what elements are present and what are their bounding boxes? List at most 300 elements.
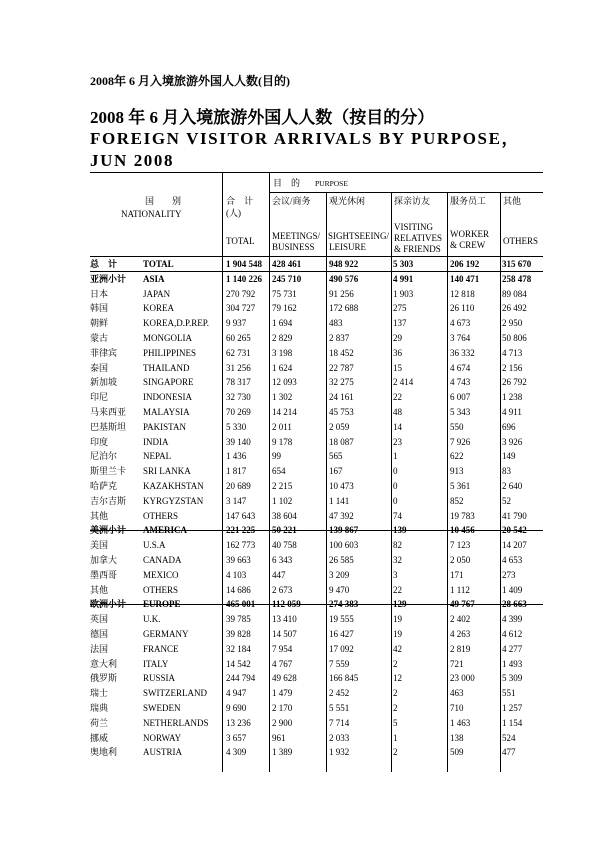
cell-en: AMERICA xyxy=(143,525,187,536)
cell-cn: 奥地利 xyxy=(90,747,118,758)
header-meetings-en1: MEETINGS/ xyxy=(272,231,320,241)
cell-work: 4 743 xyxy=(450,377,471,388)
cell-work: 509 xyxy=(450,747,464,758)
table-row xyxy=(90,686,543,701)
cell-cn: 日本 xyxy=(90,288,109,299)
cell-cn: 荷兰 xyxy=(90,717,109,728)
cell-work: 140 471 xyxy=(450,273,480,284)
header-sightseeing-en2: LEISURE xyxy=(329,242,366,252)
cell-meet: 3 198 xyxy=(272,347,293,358)
cell-meet: 49 628 xyxy=(272,673,297,684)
cell-en: RUSSIA xyxy=(143,673,176,684)
table-row xyxy=(90,731,543,746)
cell-meet: 245 710 xyxy=(272,273,302,284)
table-row xyxy=(90,657,543,672)
cell-work: 12 818 xyxy=(450,288,475,299)
cell-total: 78 317 xyxy=(226,377,251,388)
cell-cn: 总 计 xyxy=(90,259,118,269)
cell-visit: 82 xyxy=(393,540,402,551)
header-worker-en1: WORKER xyxy=(450,229,489,239)
cell-meet: 40 758 xyxy=(272,540,297,551)
cell-cn: 俄罗斯 xyxy=(90,673,118,684)
table-row xyxy=(90,375,543,390)
cell-sight: 274 383 xyxy=(329,599,359,610)
cell-work: 7 926 xyxy=(450,436,471,447)
cell-other: 28 663 xyxy=(502,599,527,610)
cell-en: KOREA xyxy=(143,303,174,314)
cell-visit: 2 xyxy=(393,703,398,713)
cell-other: 89 084 xyxy=(502,288,527,299)
table-subtotal-row xyxy=(90,523,543,538)
cell-meet: 6 343 xyxy=(272,555,293,565)
cell-total: 14 542 xyxy=(226,658,251,669)
cell-work: 913 xyxy=(450,466,464,477)
cell-sight: 100 603 xyxy=(329,540,359,551)
cell-cn: 斯里兰卡 xyxy=(90,466,127,477)
cell-visit: 19 xyxy=(393,629,402,639)
cell-en: ITALY xyxy=(143,658,169,669)
cell-meet: 1 389 xyxy=(272,747,293,758)
cell-total: 39 663 xyxy=(226,555,251,565)
cell-total: 4 103 xyxy=(226,569,247,580)
cell-total: 1 817 xyxy=(226,466,247,477)
cell-sight: 139 867 xyxy=(329,525,359,536)
cell-en: OTHERS xyxy=(143,510,179,521)
cell-en: SWEDEN xyxy=(143,703,181,713)
cell-total: 9 690 xyxy=(226,703,247,713)
cell-meet: 447 xyxy=(272,569,286,580)
cell-visit: 15 xyxy=(393,362,402,373)
table-row xyxy=(90,405,543,420)
cell-en: GERMANY xyxy=(143,629,189,639)
table-row xyxy=(90,464,543,479)
cell-visit: 1 xyxy=(393,451,398,462)
table-row xyxy=(90,435,543,450)
cell-cn: 挪威 xyxy=(90,732,109,743)
cell-sight: 91 256 xyxy=(329,288,354,299)
cell-visit: 14 xyxy=(393,421,402,432)
cell-visit: 36 xyxy=(393,347,402,358)
cell-other: 4 911 xyxy=(502,407,522,417)
cell-meet: 1 302 xyxy=(272,392,293,403)
cell-total: 5 330 xyxy=(226,421,247,432)
cell-other: 4 399 xyxy=(502,614,523,625)
cell-total: 62 731 xyxy=(226,347,251,358)
cell-en: NORWAY xyxy=(143,732,182,743)
cell-work: 852 xyxy=(450,495,464,506)
cell-en: SWITZERLAND xyxy=(143,688,207,699)
cell-other: 696 xyxy=(502,421,516,432)
cell-total: 13 236 xyxy=(226,717,251,728)
cell-en: THAILAND xyxy=(143,362,190,373)
header-others-en: OTHERS xyxy=(503,236,539,246)
cell-work: 206 192 xyxy=(450,259,480,269)
cell-sight: 9 470 xyxy=(329,584,350,595)
cell-total: 9 937 xyxy=(226,318,247,329)
cell-sight: 167 xyxy=(329,466,343,477)
cell-visit: 0 xyxy=(393,481,398,491)
cell-cn: 意大利 xyxy=(90,658,118,669)
cell-visit: 2 xyxy=(393,747,398,758)
cell-cn: 欧洲小计 xyxy=(90,599,127,610)
cell-visit: 32 xyxy=(393,555,402,565)
cell-other: 1 409 xyxy=(502,584,523,595)
cell-meet: 961 xyxy=(272,732,286,743)
cell-cn: 德国 xyxy=(90,629,109,639)
cell-other: 524 xyxy=(502,732,516,743)
cell-cn: 新加坡 xyxy=(90,377,118,388)
cell-other: 83 xyxy=(502,466,511,477)
cell-total: 1 436 xyxy=(226,451,247,462)
cell-other: 551 xyxy=(502,688,516,699)
cell-other: 4 612 xyxy=(502,629,523,639)
cell-cn: 印度 xyxy=(90,436,109,447)
cell-other: 1 257 xyxy=(502,703,523,713)
cell-cn: 韩国 xyxy=(90,303,109,314)
cell-total: 465 001 xyxy=(226,599,256,610)
cell-meet: 112 059 xyxy=(272,599,301,610)
cell-total: 39 785 xyxy=(226,614,251,625)
cell-work: 622 xyxy=(450,451,464,462)
cell-en: U.S.A xyxy=(143,540,166,551)
cell-meet: 7 954 xyxy=(272,643,293,654)
cell-work: 463 xyxy=(450,688,464,699)
cell-en: KAZAKHSTAN xyxy=(143,481,204,491)
cell-total: 244 794 xyxy=(226,673,256,684)
cell-other: 4 277 xyxy=(502,643,523,654)
purpose-rule xyxy=(269,192,543,193)
cell-visit: 139 xyxy=(393,525,407,536)
cell-sight: 7 559 xyxy=(329,658,350,669)
cell-meet: 2 673 xyxy=(272,584,293,595)
cell-visit: 5 303 xyxy=(393,259,414,269)
cell-total: 270 792 xyxy=(226,288,256,299)
table-row xyxy=(90,420,543,435)
cell-visit: 74 xyxy=(393,510,402,521)
cell-cn: 马来西亚 xyxy=(90,407,127,417)
cell-meet: 1 624 xyxy=(272,362,293,373)
table-subtotal-row xyxy=(90,272,543,287)
cell-work: 6 007 xyxy=(450,392,471,403)
cell-en: SINGAPORE xyxy=(143,377,194,388)
table-row xyxy=(90,701,543,716)
cell-other: 2 640 xyxy=(502,481,523,491)
cell-work: 1 112 xyxy=(450,584,470,595)
cell-meet: 99 xyxy=(272,451,281,462)
cell-total: 32 184 xyxy=(226,643,251,654)
header-sightseeing-en1: SIGHTSEEING/ xyxy=(328,231,389,241)
cell-other: 26 492 xyxy=(502,303,527,314)
cell-other: 1 238 xyxy=(502,392,523,403)
cell-total: 32 730 xyxy=(226,392,251,403)
cell-en: PAKISTAN xyxy=(143,421,186,432)
table-row xyxy=(90,494,543,509)
cell-sight: 7 714 xyxy=(329,717,350,728)
cell-cn: 加拿大 xyxy=(90,555,118,565)
cell-meet: 2 215 xyxy=(272,481,293,491)
header-nationality-cn: 国 别 xyxy=(145,196,182,206)
cell-other: 4 653 xyxy=(502,555,523,565)
cell-sight: 22 787 xyxy=(329,362,354,373)
cell-meet: 50 221 xyxy=(272,525,297,536)
cell-meet: 2 170 xyxy=(272,703,293,713)
cell-other: 5 309 xyxy=(502,673,523,684)
header-visiting-en1: VISITING xyxy=(394,222,433,232)
cell-work: 4 673 xyxy=(450,318,471,329)
header-total-unit: (人) xyxy=(226,208,241,218)
cell-sight: 2 033 xyxy=(329,732,350,743)
table-row xyxy=(90,509,543,524)
cell-en: JAPAN xyxy=(143,288,171,299)
cell-en: NETHERLANDS xyxy=(143,717,209,728)
cell-meet: 1 479 xyxy=(272,688,293,699)
cell-other: 1 493 xyxy=(502,658,523,669)
table-row xyxy=(90,642,543,657)
cell-visit: 22 xyxy=(393,392,402,403)
cell-en: KYRGYZSTAN xyxy=(143,495,204,506)
cell-work: 7 123 xyxy=(450,540,471,551)
cell-sight: 18 087 xyxy=(329,436,354,447)
cell-cn: 朝鲜 xyxy=(90,318,109,329)
cell-work: 26 110 xyxy=(450,303,475,314)
cell-total: 3 657 xyxy=(226,732,247,743)
cell-other: 41 790 xyxy=(502,510,527,521)
cell-other: 52 xyxy=(502,495,511,506)
cell-sight: 26 585 xyxy=(329,555,354,565)
cell-cn: 吉尔吉斯 xyxy=(90,495,127,506)
header-total-en: TOTAL xyxy=(226,236,255,246)
cell-en: SRI LANKA xyxy=(143,466,191,477)
cell-visit: 29 xyxy=(393,333,402,343)
table-row xyxy=(90,745,543,760)
table-row xyxy=(90,301,543,316)
table-row xyxy=(90,390,543,405)
cell-other: 50 806 xyxy=(502,333,527,343)
cell-work: 4 263 xyxy=(450,629,471,639)
cell-meet: 2 011 xyxy=(272,421,292,432)
cell-meet: 9 178 xyxy=(272,436,293,447)
cell-other: 2 950 xyxy=(502,318,523,329)
cell-total: 60 265 xyxy=(226,333,251,343)
cell-work: 5 361 xyxy=(450,481,471,491)
cell-sight: 483 xyxy=(329,318,343,329)
cell-other: 26 792 xyxy=(502,377,527,388)
cell-total: 14 686 xyxy=(226,584,251,595)
cell-total: 3 147 xyxy=(226,495,247,506)
cell-total: 1 140 226 xyxy=(226,273,262,284)
cell-total: 31 256 xyxy=(226,362,251,373)
cell-cn: 美洲小计 xyxy=(90,525,127,536)
table-row xyxy=(90,449,543,464)
cell-total: 221 225 xyxy=(226,525,256,536)
cell-visit: 5 xyxy=(393,717,398,728)
cell-sight: 172 688 xyxy=(329,303,359,314)
cell-visit: 4 991 xyxy=(393,273,414,284)
cell-work: 36 332 xyxy=(450,347,475,358)
header-worker-en2: & CREW xyxy=(450,240,486,250)
cell-work: 1 463 xyxy=(450,717,471,728)
cell-sight: 47 392 xyxy=(329,510,354,521)
cell-visit: 48 xyxy=(393,407,402,417)
cell-work: 10 456 xyxy=(450,525,475,536)
header-purpose-cn: 目 的 xyxy=(273,178,301,188)
cell-other: 258 478 xyxy=(502,273,532,284)
table-row xyxy=(90,316,543,331)
header-visiting-en3: & FRIENDS xyxy=(394,244,441,254)
cell-cn: 哈萨克 xyxy=(90,481,118,491)
cell-visit: 1 xyxy=(393,732,398,743)
cell-visit: 0 xyxy=(393,466,398,477)
cell-sight: 2 452 xyxy=(329,688,350,699)
cell-work: 23 000 xyxy=(450,673,475,684)
title-english: FOREIGN VISITOR ARRIVALS BY PURPOSE， JUN 2008 xyxy=(90,129,521,170)
cell-en: INDIA xyxy=(143,436,169,447)
cell-other: 4 713 xyxy=(502,347,523,358)
cell-sight: 2 059 xyxy=(329,421,350,432)
table-row xyxy=(90,716,543,731)
cell-cn: 法国 xyxy=(90,643,109,654)
cell-work: 2 050 xyxy=(450,555,471,565)
cell-total: 304 727 xyxy=(226,303,256,314)
table-row xyxy=(90,612,543,627)
cell-meet: 79 162 xyxy=(272,303,297,314)
table-row xyxy=(90,538,543,553)
cell-meet: 4 767 xyxy=(272,658,293,669)
header-others-cn: 其他 xyxy=(503,196,522,206)
cell-sight: 5 551 xyxy=(329,703,350,713)
table-row xyxy=(90,287,543,302)
cell-sight: 2 837 xyxy=(329,333,350,343)
cell-en: NEPAL xyxy=(143,451,172,462)
cell-meet: 14 507 xyxy=(272,629,297,639)
cell-work: 5 343 xyxy=(450,407,471,417)
cell-visit: 2 xyxy=(393,658,398,669)
cell-total: 39 828 xyxy=(226,629,251,639)
cell-visit: 42 xyxy=(393,643,402,654)
cell-en: PHILIPPINES xyxy=(143,347,197,358)
cell-en: ASIA xyxy=(143,273,165,284)
cell-other: 20 542 xyxy=(502,525,527,536)
cell-meet: 654 xyxy=(272,466,286,477)
cell-visit: 3 xyxy=(393,569,398,580)
cell-total: 4 947 xyxy=(226,688,247,699)
header-sightseeing-cn: 观光休闲 xyxy=(329,196,366,206)
cell-meet: 2 900 xyxy=(272,717,293,728)
cell-sight: 18 452 xyxy=(329,347,354,358)
cell-visit: 1 903 xyxy=(393,288,414,299)
cell-sight: 17 092 xyxy=(329,643,354,654)
cell-sight: 166 845 xyxy=(329,673,359,684)
cell-work: 550 xyxy=(450,421,464,432)
cell-total: 162 773 xyxy=(226,540,256,551)
table-row xyxy=(90,583,543,598)
cell-cn: 蒙古 xyxy=(90,333,109,343)
cell-meet: 14 214 xyxy=(272,407,297,417)
header-nationality-en: NATIONALITY xyxy=(121,209,182,219)
table-row xyxy=(90,553,543,568)
cell-cn: 其他 xyxy=(90,510,109,521)
table-row xyxy=(90,346,543,361)
cell-cn: 巴基斯坦 xyxy=(90,421,127,432)
page-header: 2008年 6 月入境旅游外国人人数(目的) xyxy=(90,74,290,88)
cell-meet: 12 093 xyxy=(272,377,297,388)
cell-sight: 19 555 xyxy=(329,614,354,625)
cell-en: AUSTRIA xyxy=(143,747,183,758)
cell-other: 14 207 xyxy=(502,540,527,551)
cell-other: 315 670 xyxy=(502,259,532,269)
cell-work: 49 767 xyxy=(450,599,475,610)
cell-en: FRANCE xyxy=(143,643,179,654)
cell-en: OTHERS xyxy=(143,584,179,595)
cell-cn: 瑞士 xyxy=(90,688,109,699)
cell-sight: 10 473 xyxy=(329,481,354,491)
cell-visit: 2 414 xyxy=(393,377,414,388)
cell-en: MEXICO xyxy=(143,569,179,580)
cell-other: 2 156 xyxy=(502,362,523,373)
cell-work: 2 819 xyxy=(450,643,471,654)
table-subtotal-row xyxy=(90,597,543,612)
cell-other: 1 154 xyxy=(502,717,523,728)
cell-work: 4 674 xyxy=(450,362,471,373)
table-row xyxy=(90,331,543,346)
cell-visit: 0 xyxy=(393,495,398,506)
cell-cn: 尼泊尔 xyxy=(90,451,118,462)
cell-work: 19 783 xyxy=(450,510,475,521)
cell-en: U.K. xyxy=(143,614,161,625)
cell-visit: 129 xyxy=(393,599,407,610)
table-subtotal-row xyxy=(90,257,543,272)
cell-other: 3 926 xyxy=(502,436,523,447)
cell-meet: 13 410 xyxy=(272,614,297,625)
cell-work: 2 402 xyxy=(450,614,471,625)
cell-meet: 1 102 xyxy=(272,495,293,506)
cell-work: 171 xyxy=(450,569,464,580)
cell-meet: 75 731 xyxy=(272,288,297,299)
cell-cn: 亚洲小计 xyxy=(90,273,127,284)
table-row xyxy=(90,361,543,376)
header-purpose-en: PURPOSE xyxy=(315,179,348,188)
cell-en: TOTAL xyxy=(143,259,174,269)
cell-other: 149 xyxy=(502,451,516,462)
cell-sight: 32 275 xyxy=(329,377,354,388)
cell-cn: 其他 xyxy=(90,584,109,595)
table-row xyxy=(90,627,543,642)
title-chinese: 2008 年 6 月入境旅游外国人人数（按目的分） xyxy=(90,108,435,127)
cell-meet: 38 604 xyxy=(272,510,297,521)
cell-sight: 490 576 xyxy=(329,273,359,284)
cell-total: 4 309 xyxy=(226,747,247,758)
header-meetings-en2: BUSINESS xyxy=(272,242,315,252)
cell-en: CANADA xyxy=(143,555,182,565)
cell-other: 273 xyxy=(502,569,516,580)
cell-en: INDONESIA xyxy=(143,392,192,403)
header-worker-cn: 服务员工 xyxy=(450,196,487,206)
cell-cn: 瑞典 xyxy=(90,703,109,713)
header-total-cn: 合 计 xyxy=(226,196,254,206)
cell-work: 710 xyxy=(450,703,464,713)
cell-work: 3 764 xyxy=(450,333,471,343)
cell-visit: 275 xyxy=(393,303,407,314)
cell-en: EUROPE xyxy=(143,599,181,610)
cell-meet: 1 694 xyxy=(272,318,293,329)
cell-work: 138 xyxy=(450,732,464,743)
header-meetings-cn: 会议/商务 xyxy=(272,196,311,206)
cell-sight: 3 209 xyxy=(329,569,350,580)
cell-visit: 23 xyxy=(393,436,402,447)
table-top-rule xyxy=(90,172,543,173)
cell-meet: 2 829 xyxy=(272,333,293,343)
cell-total: 39 140 xyxy=(226,436,251,447)
